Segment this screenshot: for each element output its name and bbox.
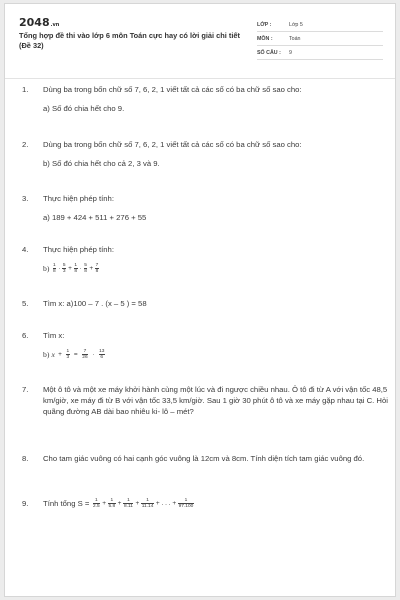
question-number: 8. — [22, 454, 29, 463]
operator: · — [79, 265, 82, 273]
fraction: $\frac{1}{5.8}$ — [108, 498, 116, 510]
fraction: $\frac{1}{3}$ — [66, 349, 70, 361]
question-count-label: SỐ CÂU : — [257, 50, 281, 56]
fraction: $\frac{5}{8}$ — [84, 263, 87, 275]
operator: + — [89, 265, 94, 273]
subpart-prefix: b) — [43, 264, 50, 273]
question-count-value: 9 — [289, 50, 292, 56]
fraction: $\frac{7}{8}$ — [95, 263, 99, 275]
fraction: $\frac{5}{3}$ — [62, 263, 66, 275]
question-text: Dùng ba trong bốn chữ số 7, 6, 2, 1 viết tất cả các số có ba chữ số sao cho: — [43, 85, 302, 94]
fraction-expression — [52, 264, 100, 273]
header-divider — [5, 78, 395, 79]
plus-sign: + — [58, 351, 62, 359]
variable-x: x — [51, 350, 55, 359]
subject-value: Toán — [289, 36, 301, 42]
question-subpart — [43, 349, 106, 360]
fraction: $\frac{1}{8}$ — [74, 263, 78, 275]
document-title: Tổng hợp đề thi vào lớp 6 môn Toán cực hay có lời giải chi tiết (Đề 32) — [19, 31, 240, 50]
meta-row-question-count — [257, 46, 383, 60]
question-subpart: b) Số đó chia hết cho cả 2, 3 và 9. — [43, 159, 160, 168]
fraction: $\frac{7}{26}$ — [82, 349, 88, 361]
question-number: 2. — [22, 140, 29, 149]
series-expression — [92, 499, 195, 508]
subject-label: MÔN : — [257, 36, 273, 42]
grade-value: Lớp 5 — [289, 22, 303, 28]
question-number: 4. — [22, 245, 29, 254]
fraction: $\frac{1}{11.14}$ — [141, 498, 154, 510]
question-number: 6. — [22, 331, 29, 340]
question-subpart: a) 189 + 424 + 511 + 276 + 55 — [43, 213, 147, 222]
document-header — [5, 4, 395, 78]
meta-info — [257, 18, 383, 60]
subpart-prefix: b) — [43, 350, 50, 359]
question-text: Tìm x: a)100 – 7 . (x – 5 ) = 58 — [43, 299, 147, 308]
grade-label: LỚP : — [257, 22, 272, 28]
question-text: Dùng ba trong bốn chữ số 7, 6, 2, 1 viết tất cả các số có ba chữ số sao cho: — [43, 140, 302, 149]
operator: + — [117, 500, 122, 508]
question-text: Tính tổng S = — [43, 499, 90, 508]
question-number: 1. — [22, 85, 29, 94]
operator: · — [58, 265, 61, 273]
operator: + . . . + — [155, 500, 177, 508]
question-text: Thực hiện phép tính: — [43, 245, 114, 254]
question-text: Cho tam giác vuông có hai cạnh góc vuông là 12cm và 8cm. Tính diện tích tam giác vuông đó. — [43, 454, 365, 463]
question-text: Một ô tô và một xe máy khởi hành cùng một lúc và đi ngược chiều nhau. Ô tô đi từ A với vận tốc 48,5 km/giờ, xe máy đi từ B với vận tốc 33,5 km/giờ. Sau 1 giờ 30 phút ô tô và xe máy gặp nhau tại C. Hỏi quãng đường AB dài bao nhiêu ki- lô – mét? — [43, 385, 388, 416]
operator: + — [135, 500, 140, 508]
fraction: $\frac{1}{97.100}$ — [178, 498, 194, 510]
site-logo[interactable]: 2048.vn — [19, 16, 60, 29]
question-subpart — [43, 263, 114, 274]
equals-sign: = — [73, 351, 78, 359]
question-number: 3. — [22, 194, 29, 203]
question-number: 7. — [22, 385, 29, 394]
question-subpart: a) Số đó chia hết cho 9. — [43, 104, 125, 113]
operator: + — [68, 265, 72, 273]
question-text: Tìm x: — [43, 331, 65, 340]
meta-row-subject — [257, 32, 383, 46]
question-text: Thực hiện phép tính: — [43, 194, 114, 203]
fraction: $\frac{1}{8.11}$ — [123, 498, 133, 510]
question-number: 5. — [22, 299, 29, 308]
dot-operator: · — [92, 351, 95, 359]
meta-row-grade — [257, 18, 383, 32]
fraction: $\frac{1}{2.5}$ — [93, 498, 100, 510]
document-page — [4, 3, 396, 597]
operator: + — [102, 500, 106, 508]
question-number: 9. — [22, 499, 29, 508]
fraction: $\frac{1}{8}$ — [53, 263, 56, 275]
fraction: $\frac{13}{6}$ — [99, 349, 105, 361]
